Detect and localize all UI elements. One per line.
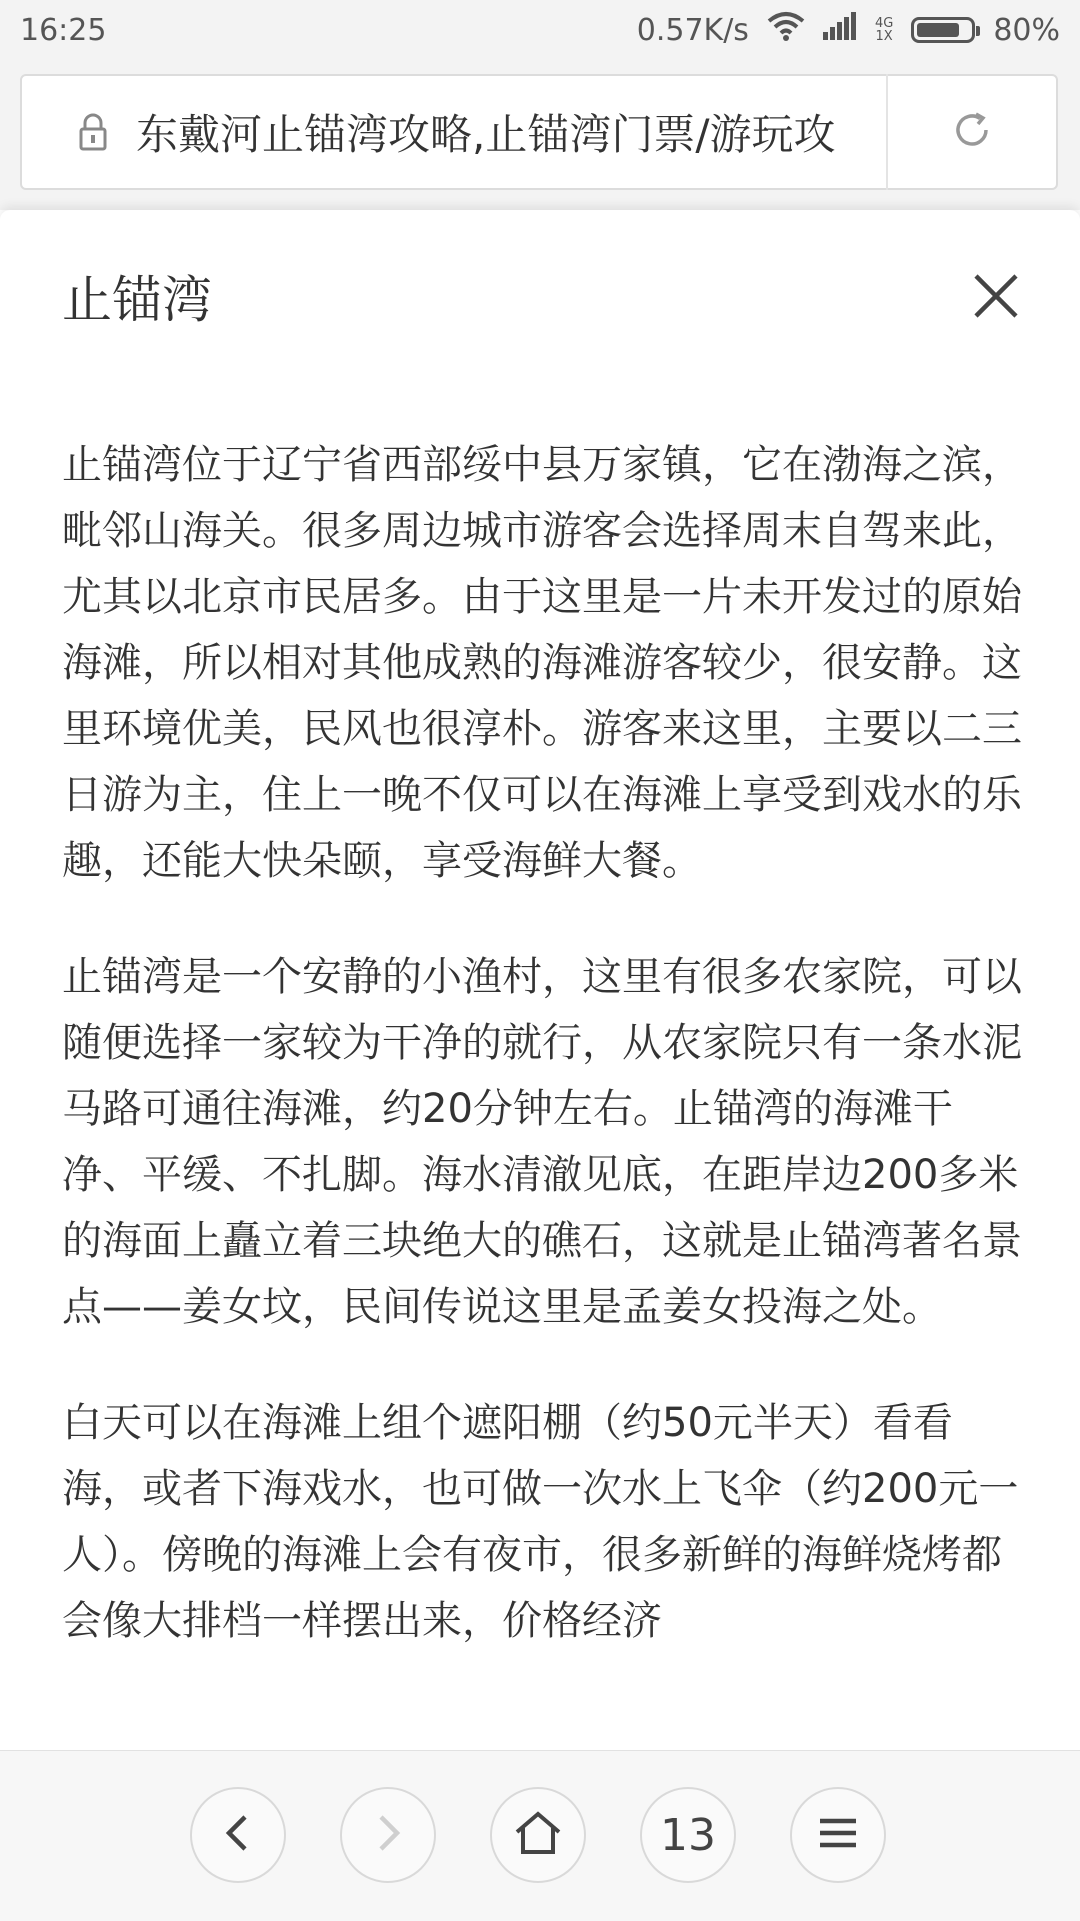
detail-sheet xyxy=(0,210,1080,1750)
chevron-left-icon xyxy=(221,1813,255,1857)
network-type-top: 4G xyxy=(874,16,894,31)
reload-icon xyxy=(950,108,994,156)
address-bar[interactable] xyxy=(20,74,1058,190)
network-type-bottom: 1X xyxy=(875,29,893,44)
menu-icon xyxy=(818,1816,858,1854)
network-type xyxy=(875,17,893,43)
url-title[interactable]: 东戴河止锚湾攻略,止锚湾门票/游玩攻 xyxy=(136,110,836,159)
network-speed: 0.57K/s xyxy=(636,12,749,48)
article-body xyxy=(62,432,1022,1704)
tabs-button[interactable] xyxy=(640,1787,736,1883)
menu-button[interactable] xyxy=(790,1787,886,1883)
forward-button[interactable] xyxy=(340,1787,436,1883)
signal-icon xyxy=(823,12,857,48)
paragraph: 止锚湾是一个安静的小渔村，这里有很多农家院，可以随便选择一家较为干净的就行，从农家院只有一条水泥马路可通往海滩，约20分钟左右。止锚湾的海滩干净、平缓、不扎脚。海水清澈见底，在距岸边200多米的海面上矗立着三块绝大的礁石，这就是止锚湾著名景点——姜女坟，民间传说这里是孟姜女投海之处。 xyxy=(62,954,1022,1330)
tab-count: 13 xyxy=(660,1809,716,1861)
lock-icon xyxy=(58,113,128,151)
status-time: 16:25 xyxy=(20,12,107,48)
home-button[interactable] xyxy=(490,1787,586,1883)
status-indicators xyxy=(637,11,1060,49)
battery-fill xyxy=(917,23,959,37)
address-bar-area xyxy=(0,60,1080,210)
bottom-nav xyxy=(0,1750,1080,1921)
home-icon xyxy=(513,1810,563,1860)
paragraph: 止锚湾位于辽宁省西部绥中县万家镇，它在渤海之滨，毗邻山海关。很多周边城市游客会选择周末自驾来此，尤其以北京市民居多。由于这里是一片未开发过的原始海滩，所以相对其他成熟的海滩游客较少，很安静。这里环境优美，民风也很淳朴。游客来这里，主要以二三日游为主，住上一晚不仅可以在海滩上享受到戏水的乐趣，还能大快朵颐，享受海鲜大餐。 xyxy=(62,442,1022,884)
reload-button[interactable] xyxy=(888,74,1056,190)
battery-percent: 80% xyxy=(993,12,1060,48)
status-bar xyxy=(0,0,1080,60)
back-button[interactable] xyxy=(190,1787,286,1883)
battery-icon xyxy=(911,17,975,43)
close-icon xyxy=(973,273,1019,323)
wifi-icon xyxy=(767,11,805,49)
chevron-right-icon xyxy=(371,1813,405,1857)
sheet-title: 止锚湾 xyxy=(62,271,212,329)
close-button[interactable] xyxy=(966,268,1026,328)
paragraph: 白天可以在海滩上组个遮阳棚（约50元半天）看看海，或者下海戏水，也可做一次水上飞伞（约200元一人）。傍晚的海滩上会有夜市，很多新鲜的海鲜烧烤都会像大排档一样摆出来，价格经济 xyxy=(62,1400,1019,1644)
